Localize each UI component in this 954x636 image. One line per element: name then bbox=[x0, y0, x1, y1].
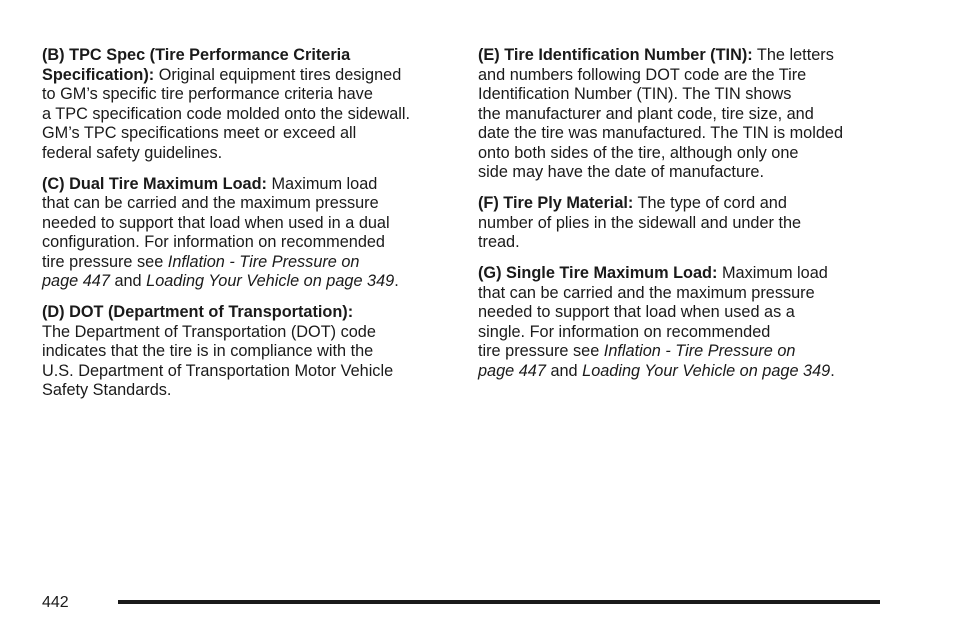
body-text: that can be carried and the maximum pressure bbox=[42, 194, 379, 212]
body-text: federal safety guidelines. bbox=[42, 143, 223, 162]
definition-g bbox=[478, 264, 898, 381]
body-text: Original equipment tires designed bbox=[154, 65, 402, 84]
footer-rule bbox=[118, 600, 880, 604]
body-text: The type of cord and bbox=[633, 194, 787, 212]
text-line bbox=[42, 323, 457, 343]
body-text: needed to support that load when used in a dual bbox=[42, 213, 390, 232]
text-line bbox=[478, 214, 898, 234]
text-line bbox=[42, 342, 457, 362]
cross-reference: page 447 bbox=[42, 272, 110, 290]
body-text: The letters bbox=[752, 46, 834, 64]
text-line bbox=[478, 194, 898, 214]
definition-d bbox=[42, 303, 457, 401]
body-text: tire pressure see bbox=[478, 342, 604, 360]
body-text: a TPC specification code molded onto the sidewall. bbox=[42, 104, 411, 123]
body-text: that can be carried and the maximum pressure bbox=[478, 283, 815, 302]
body-text: needed to support that load when used as a bbox=[478, 303, 795, 321]
text-line bbox=[478, 342, 898, 362]
text-line bbox=[478, 233, 898, 253]
body-text: tread. bbox=[478, 233, 520, 251]
text-line bbox=[42, 233, 457, 253]
body-text: GM’s TPC specifications meet or exceed all bbox=[42, 124, 357, 142]
term-label: (B) TPC Spec (Tire Performance Criteria bbox=[42, 46, 351, 64]
text-line bbox=[42, 272, 457, 292]
page-number: 442 bbox=[42, 594, 69, 611]
text-line bbox=[42, 85, 457, 105]
text-line bbox=[478, 303, 898, 323]
body-text: . bbox=[394, 272, 399, 290]
body-text: the manufacturer and plant code, tire size, and bbox=[478, 104, 814, 123]
cross-reference: Loading Your Vehicle on page 349 bbox=[146, 272, 395, 290]
text-line bbox=[478, 124, 898, 144]
definition-e bbox=[478, 46, 898, 183]
body-text: side may have the date of manufacture. bbox=[478, 163, 764, 181]
text-line bbox=[42, 194, 457, 214]
text-line bbox=[42, 144, 457, 164]
text-line bbox=[42, 362, 457, 382]
text-line bbox=[478, 85, 898, 105]
text-line bbox=[42, 46, 457, 66]
definition-b bbox=[42, 46, 457, 163]
right-column bbox=[478, 46, 898, 393]
text-line bbox=[478, 66, 898, 86]
body-text: single. For information on recommended bbox=[478, 322, 771, 341]
definition-c bbox=[42, 175, 457, 292]
text-line bbox=[478, 362, 898, 382]
term-label: (E) Tire Identification Number (TIN): bbox=[478, 46, 753, 64]
body-text: onto both sides of the tire, although only one bbox=[478, 143, 799, 162]
body-text: tire pressure see bbox=[42, 252, 168, 271]
body-text: Maximum load bbox=[266, 174, 378, 193]
text-line bbox=[42, 175, 457, 195]
text-line bbox=[478, 46, 898, 66]
definition-f bbox=[478, 194, 898, 253]
text-line bbox=[42, 381, 457, 401]
cross-reference: Loading Your Vehicle on page 349 bbox=[582, 361, 831, 380]
text-line bbox=[478, 144, 898, 164]
text-line bbox=[478, 284, 898, 304]
term-label: Specification): bbox=[42, 65, 155, 84]
cross-reference: Inflation - Tire Pressure on bbox=[603, 342, 796, 360]
body-text: to GM’s specific tire performance criteria have bbox=[42, 85, 373, 103]
term-label: (G) Single Tire Maximum Load: bbox=[478, 264, 718, 282]
cross-reference: Inflation - Tire Pressure on bbox=[167, 252, 360, 271]
body-text: and bbox=[109, 272, 147, 290]
text-line bbox=[478, 105, 898, 125]
body-text: date the tire was manufactured. The TIN is molded bbox=[478, 124, 844, 142]
body-text: The Department of Transportation (DOT) code bbox=[42, 322, 376, 341]
text-line bbox=[478, 323, 898, 343]
body-text: U.S. Department of Transportation Motor Vehicle bbox=[42, 361, 394, 380]
body-text: and bbox=[545, 361, 583, 380]
text-line bbox=[478, 163, 898, 183]
term-label: (D) DOT (Department of Transportation): bbox=[42, 303, 354, 321]
body-text: number of plies in the sidewall and under the bbox=[478, 213, 802, 232]
body-text: indicates that the tire is in compliance with the bbox=[42, 342, 374, 360]
term-label: (F) Tire Ply Material: bbox=[478, 194, 634, 212]
text-line bbox=[42, 66, 457, 86]
cross-reference: page 447 bbox=[478, 361, 546, 380]
left-column bbox=[42, 46, 457, 412]
text-line bbox=[42, 214, 457, 234]
body-text: Identification Number (TIN). The TIN shows bbox=[478, 85, 792, 103]
body-text: Safety Standards. bbox=[42, 381, 172, 399]
text-line bbox=[42, 124, 457, 144]
body-text: . bbox=[830, 361, 835, 380]
body-text: Maximum load bbox=[717, 264, 828, 282]
body-text: and numbers following DOT code are the Tire bbox=[478, 65, 807, 84]
text-line bbox=[478, 264, 898, 284]
term-label: (C) Dual Tire Maximum Load: bbox=[42, 174, 267, 193]
text-line bbox=[42, 303, 457, 323]
text-line bbox=[42, 105, 457, 125]
body-text: configuration. For information on recommended bbox=[42, 233, 385, 251]
text-line bbox=[42, 253, 457, 273]
